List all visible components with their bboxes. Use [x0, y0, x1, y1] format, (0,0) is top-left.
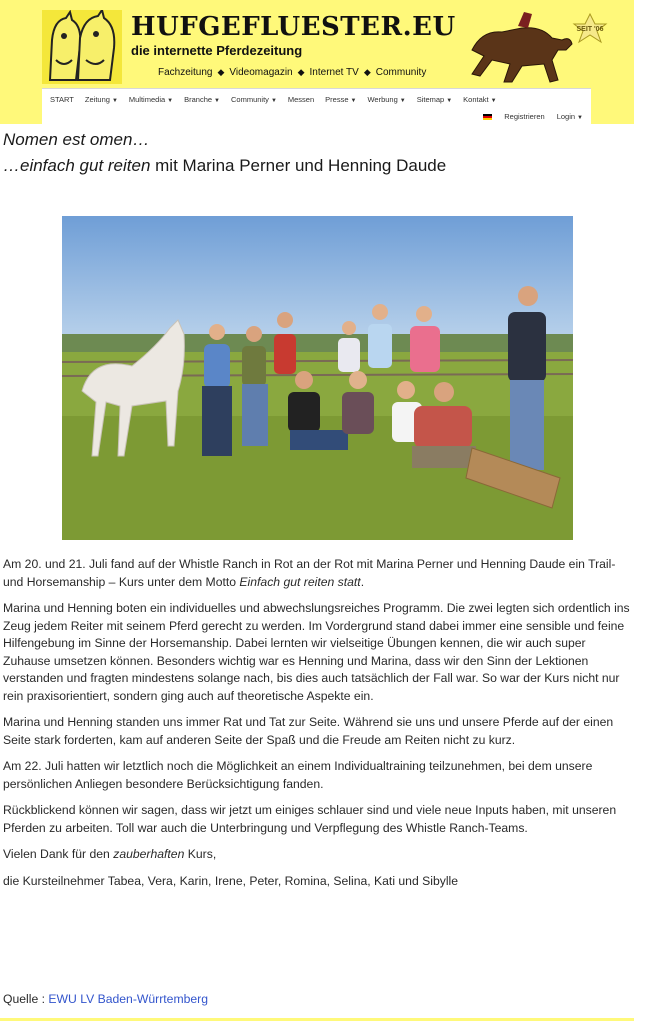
caret-down-icon: ▼ [350, 98, 357, 104]
account-menu [483, 112, 583, 121]
horse-heads-logo[interactable] [42, 10, 122, 84]
caret-down-icon: ▼ [490, 98, 497, 104]
menu-item-presse[interactable] [325, 95, 356, 104]
title-emphasis: …einfach gut reiten [3, 156, 151, 175]
paragraph-1 [3, 556, 635, 591]
site-brand[interactable]: HUFGEFLUESTER.EU [131, 12, 456, 42]
menu-label: Kontakt [463, 95, 489, 104]
menu-item-werbung[interactable] [367, 95, 405, 104]
subnav-community[interactable]: Community [375, 67, 427, 78]
menu-item-start[interactable] [50, 95, 74, 104]
menu-label: Zeitung [84, 95, 110, 104]
login-menu[interactable] [557, 112, 583, 121]
source-label: Quelle : [3, 992, 49, 1006]
caret-down-icon: ▼ [111, 98, 118, 104]
subnav-fachzeitung[interactable]: Fachzeitung [158, 67, 213, 78]
menu-item-sitemap[interactable] [417, 95, 452, 104]
subnav-internet-tv[interactable]: Internet TV [309, 67, 359, 78]
paragraph-4: Am 22. Juli hatten wir letztlich noch die Möglichkeit an einem Individualtraining teilzunehmen, bei dem unsere persönlichen Anliegen besondere Berücksichtigung fanden. [3, 759, 593, 791]
paragraph-3: Marina und Henning standen uns immer Rat und Tat zur Seite. Während sie uns und unsere Pferde auf der einen Seite stark forderten, kam auf anderen Seite der Spaß und die Freude am Reiten nicht zu kurz. [3, 715, 614, 747]
title-rest: mit Marina Perner und Henning Daude [150, 156, 447, 175]
main-menu-bar [42, 88, 591, 125]
main-menu [50, 95, 497, 104]
menu-item-zeitung[interactable] [85, 95, 118, 104]
menu-label: Sitemap [416, 95, 445, 104]
article-title-line1: Nomen est omen… [3, 130, 150, 149]
menu-label: Werbung [367, 95, 398, 104]
menu-label: Branche [184, 95, 213, 104]
text-span: Vielen Dank für den [3, 847, 114, 861]
german-flag-icon[interactable] [483, 114, 492, 120]
bullet-icon: ◆ [363, 67, 371, 77]
caret-down-icon: ▼ [214, 98, 220, 104]
paragraph-5: Rückblickend können wir sagen, dass wir jetzt um einiges schlauer sind und viele neue Inputs haben, mit unseren Pferden zu arbeiten. Toll war auch die Unterbringung und Verpflegung des Whistle Ranch-Teams. [3, 803, 617, 835]
racehorse-illustration [462, 10, 612, 90]
menu-item-branche[interactable] [184, 95, 220, 104]
site-header [0, 0, 634, 124]
badge-text: SEIT '06 [576, 26, 604, 33]
menu-label: Presse [325, 95, 349, 104]
group-photo [62, 216, 573, 540]
menu-label: Messen [287, 95, 315, 104]
article-body [3, 556, 635, 899]
source-link[interactable]: EWU LV Baden-Würrtemberg [48, 992, 209, 1006]
caret-down-icon: ▼ [270, 98, 277, 104]
caret-down-icon: ▼ [446, 98, 453, 104]
caret-down-icon: ▼ [399, 98, 406, 104]
subnav-videomagazin[interactable]: Videomagazin [229, 67, 293, 78]
menu-item-messen[interactable] [288, 95, 314, 104]
menu-label: START [50, 95, 74, 104]
paragraph-6 [3, 846, 635, 864]
site-tagline: die internette Pferdezeitung [131, 43, 303, 58]
menu-label: Community [231, 95, 269, 104]
paragraph-2: Marina und Henning boten ein individuelles und abwechslungsreiches Programm. Die zwei legten sich ordentlich ins Zeug jedem Reiter mit seinem Pferd gerecht zu werden. Im Vordergrund stand dabei immer eine sensible und feine Hilfengebung im Sinne der Horsemanship. Dabei lernten wir vielseitige Übungen kennen, die wir auch super Zuhause umsetzen können. Besonders wichtig war es Henning und Marina, dass wir den Sinn der Lektionen verstanden und fragten mindestens solange nach, bis dies auch tatsächlich der Fall war. So war der Kurs nicht nur rein praxisorientiert, sondern ging auch auf theoretische Aspekte ein. [3, 601, 630, 703]
register-link[interactable]: Registrieren [504, 112, 545, 121]
header-subnav [158, 67, 426, 78]
caret-down-icon: ▼ [577, 115, 583, 121]
source-line [3, 992, 208, 1006]
bullet-icon: ◆ [297, 67, 305, 77]
text-emphasis: Einfach gut reiten statt [239, 574, 361, 589]
bullet-icon: ◆ [217, 67, 225, 77]
text-span: Am 20. und 21. Juli fand auf der Whistle Ranch in Rot an der Rot mit Marina Perner und Henning Daude ein Trail- und Horsemanship – Kurs unter dem Motto [3, 557, 616, 589]
caret-down-icon: ▼ [167, 98, 174, 104]
text-span: Kurs, [184, 847, 217, 861]
text-span: . [360, 574, 365, 589]
menu-label: Multimedia [128, 95, 166, 104]
menu-item-community[interactable] [231, 95, 277, 104]
text-emphasis: zauberhaften [113, 847, 185, 861]
footer-divider [0, 1018, 634, 1021]
menu-item-multimedia[interactable] [129, 95, 173, 104]
paragraph-7: die Kursteilnehmer Tabea, Vera, Karin, Irene, Peter, Romina, Selina, Kati und Sibylle [3, 873, 459, 888]
login-label: Login [556, 112, 576, 121]
menu-item-kontakt[interactable] [463, 95, 496, 104]
article-title-line2 [3, 156, 446, 176]
